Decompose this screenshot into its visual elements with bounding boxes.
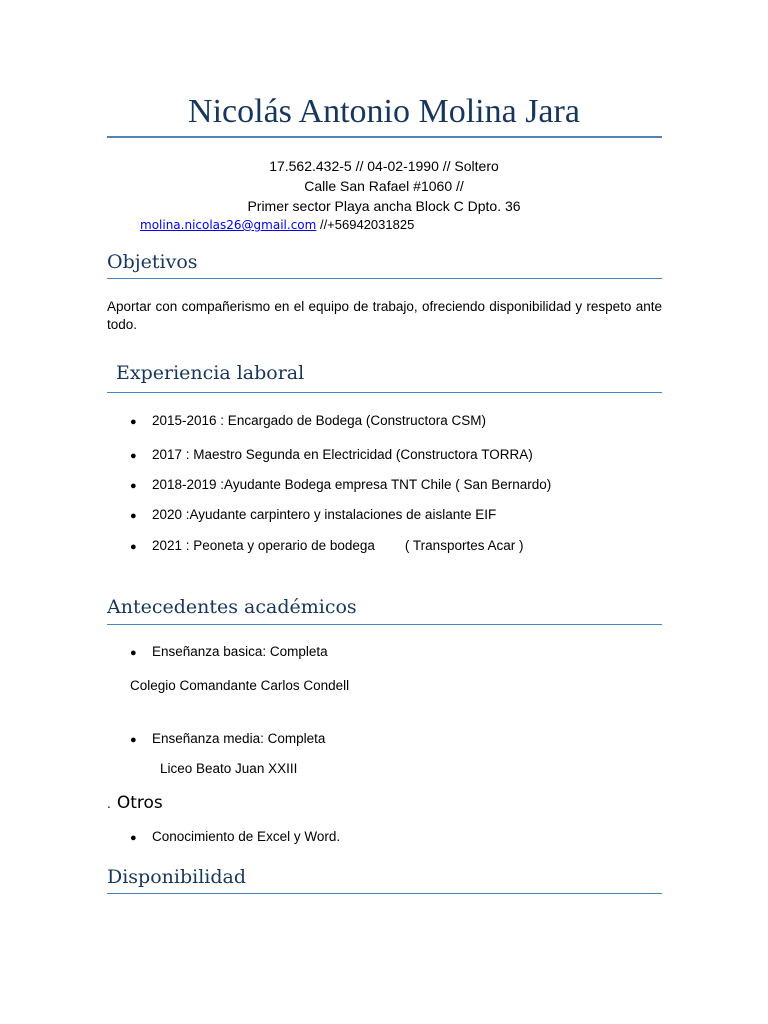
bullet-icon: ● [130,832,137,844]
objetivos-text: Aportar con compañerismo en el equipo de trabajo, ofreciendo disponibilidad y respeto ante todo. [107,299,662,332]
bullet-icon: ● [130,541,137,553]
section-title-disponibilidad: Disponibilidad [107,866,247,888]
list-item: ● 2015-2016 : Encargado de Bodega (Constructora CSM) [130,412,486,431]
list-item: ● Enseñanza media: Completa [130,730,325,749]
email-link[interactable]: molina.nicolas26@gmail.com [140,218,317,232]
bullet-icon: ● [130,510,137,522]
section-divider [107,278,662,279]
contact-line [140,216,414,234]
section-title-experiencia: Experiencia laboral [116,362,305,384]
section-title-objetivos: Objetivos [107,251,198,273]
list-item: ● Enseñanza basica: Completa [130,643,328,662]
phone-number: //+56942031825 [316,217,415,232]
bullet-icon: ● [130,450,137,462]
list-item: ● 2017 : Maestro Segunda en Electricidad (Constructora TORRA) [130,446,533,465]
section-title-academicos: Antecedentes académicos [107,596,357,618]
list-item: ● 2020 :Ayudante carpintero y instalaciones de aislante EIF [130,506,496,525]
section-divider [107,624,662,625]
list-item: ● 2021 : Peoneta y operario de bodega ( Transportes Acar ) [130,537,523,556]
bullet-icon: ● [130,416,137,428]
personal-info-line: 17.562.432-5 // 04-02-1990 // Soltero [269,158,499,174]
section-divider [107,392,662,393]
name-divider [107,136,662,138]
section-divider [107,893,662,894]
candidate-name: Nicolás Antonio Molina Jara [188,93,580,130]
bullet-icon: ● [130,734,137,746]
address-line-1: Calle San Rafael #1060 // [304,178,464,194]
school-basica: Colegio Comandante Carlos Condell [130,678,350,693]
address-line-2: Primer sector Playa ancha Block C Dpto. 36 [247,198,521,214]
bullet-icon: ● [130,647,137,659]
section-title-otros: . Otros [107,793,163,813]
list-item: ● Conocimiento de Excel y Word. [130,828,340,847]
school-media: Liceo Beato Juan XXIII [160,761,298,776]
bullet-icon: ● [130,480,137,492]
list-item: ● 2018-2019 :Ayudante Bodega empresa TNT Chile ( San Bernardo) [130,476,551,495]
